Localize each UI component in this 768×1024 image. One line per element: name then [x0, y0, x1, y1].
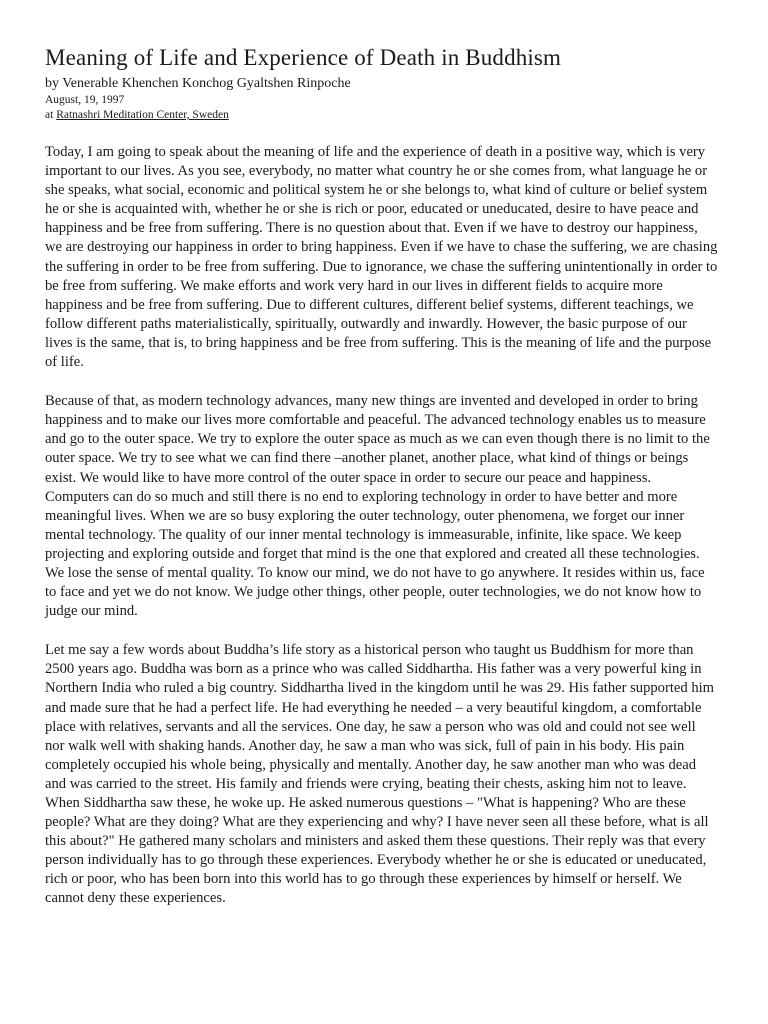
document-title: Meaning of Life and Experience of Death in Buddhism — [45, 45, 562, 70]
document-date: August, 19, 1997 — [45, 94, 125, 106]
paragraph: Because of that, as modern technology advances, many new things are invented and developed in order to bring happiness and to make our lives more comfortable and peaceful. The advanced technology enables us to measure and go to the outer space. We try to explore the outer space as much as we can even though there is no limit to the outer space. We try to see what we can find there –another planet, another place, what kind of things or beings exist. We would like to have more control of the outer space in order to secure our peace and happiness. Computers can do so much and still there is no end to exploring technology in order to have better and more meaningful lives. When we are so busy exploring the outer technology, outer phenomena, we forget our inner mental technology. The quality of our inner mental technology is immeasurable, infinite, like space. We keep projecting and exploring outside and forget that mind is the one that explored and created all these technologies. We lose the sense of mental quality. To know our mind, we do not have to go anywhere. It resides within us, face to face and yet we do not know. We judge other things, other people, outer technologies, we do not know how to judge our mind. — [45, 393, 710, 620]
location-prefix: at — [45, 109, 57, 121]
paragraph: Let me say a few words about Buddha’s life story as a historical person who taught us Buddhism for more than 2500 years ago. Buddha was born as a prince who was called Siddhartha. His father was a very powerful king in Northern India who ruled a big country. Siddhartha lived in the kingdom until he was 29. His father supported him and made sure that he had a perfect life. He had everything he needed – a very beautiful kingdom, a comfortable place with relatives, servants and all the services. One day, he saw a person who was old and could not see well nor walk well with shaking hands. Another day, he saw a man who was sick, full of pain in his body. His pain completely occupied his whole being, physically and mentally. Another day, he saw another man who was dead and was carried to the street. His family and friends were crying, beating their chests, asking him not to leave. When Siddhartha saw these, he woke up. He asked numerous questions – "What is happening? Who are these people? What are they doing? What are they experiencing and why? I have never seen all these before, what is all this about?" He gathered many scholars and ministers and asked them these questions. Their reply was that every person individually has to go through these experiences. Everybody whether he or she is educated or uneducated, rich or poor, who has been born into this world has to go through these experiences by himself or herself. We cannot deny these experiences. — [45, 642, 715, 907]
location-link[interactable]: Ratnashri Meditation Center, Sweden — [56, 109, 229, 121]
paragraph: Today, I am going to speak about the meaning of life and the experience of death in a positive way, which is very important to our lives. As you see, everybody, no matter what country he or she comes from, what language he or she speaks, what social, economic and political system he or she belongs to, what kind of culture or belief system he or she is acquainted with, whether he or she is rich or poor, educated or uneducated, desire to have peace and happiness and be free from suffering. There is no question about that. Even if we have to destroy our happiness, we are destroying our happiness in order to bring happiness. Even if we have to chase the suffering, we are chasing the suffering in order to be free from suffering. Due to ignorance, we chase the suffering unintentionally in order to be free from suffering. We make efforts and work very hard in our lives in different fields to acquire more happiness and be free from suffering. Due to different cultures, different belief systems, different teachings, we follow different paths materialistically, spiritually, outwardly and inwardly. However, the basic purpose of our lives is the same, that is, to bring happiness and be free from suffering. This is the meaning of life and the purpose of life. — [45, 144, 718, 371]
document-body — [45, 143, 718, 909]
author-byline: by Venerable Khenchen Konchog Gyaltshen Rinpoche — [45, 76, 351, 91]
document-location — [45, 108, 718, 123]
